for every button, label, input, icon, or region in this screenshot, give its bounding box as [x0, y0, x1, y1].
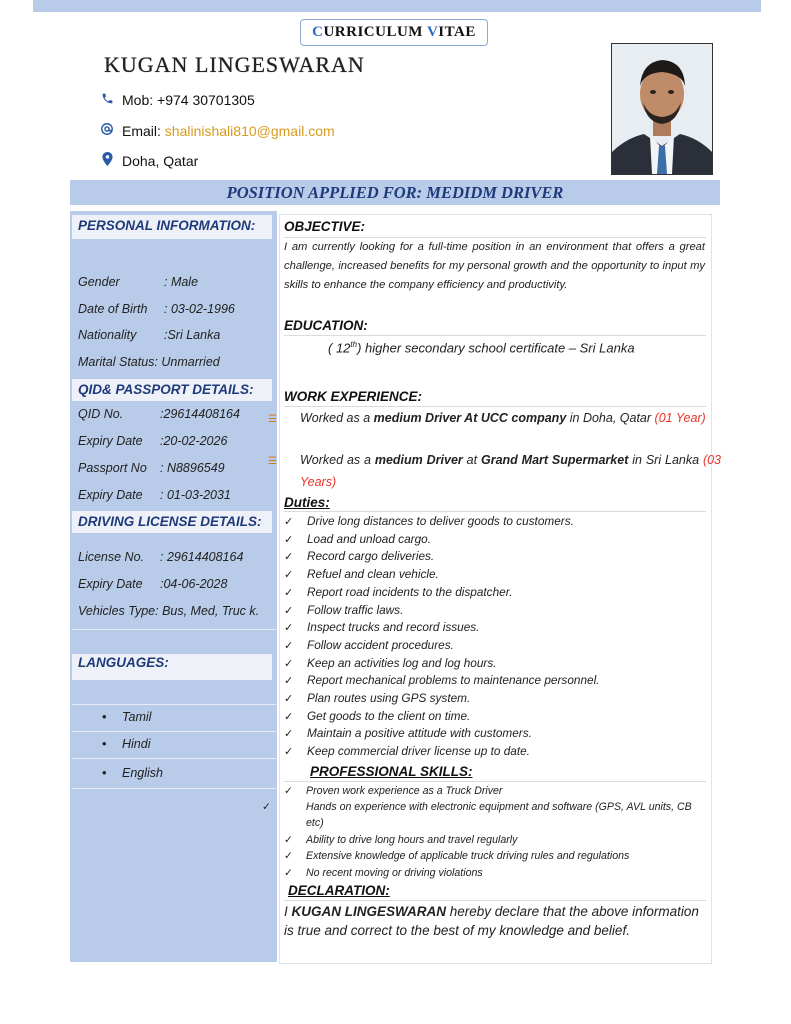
contact-phone — [98, 92, 255, 108]
work-item — [268, 408, 721, 430]
work-text: in Doha, Qatar — [566, 411, 655, 425]
phone-icon — [98, 92, 116, 108]
declaration-name: KUGAN LINGESWARAN — [291, 904, 447, 919]
duty-item: ✓ Inspect trucks and record issues. — [284, 620, 479, 634]
dob-value: : 03-02-1996 — [164, 302, 235, 316]
qid-expiry-label: Expiry Date — [78, 434, 143, 448]
marital-label: Marital Status — [78, 355, 155, 369]
vehicle-type-label: Vehicles Type — [78, 604, 156, 618]
language-item: • English — [102, 765, 163, 780]
work-text: Worked as a — [300, 453, 375, 467]
qid-row — [78, 407, 240, 421]
gender-row — [78, 275, 198, 289]
nationality-value: :Sri Lanka — [164, 328, 221, 342]
professional-skills-heading: PROFESSIONAL SKILLS: — [310, 764, 473, 779]
dob-label: Date of Birth — [78, 302, 148, 316]
passport-no-label: Passport No — [78, 461, 147, 475]
skill-item: ✓ Ability to drive long hours and travel regularly — [284, 832, 704, 848]
section-rule — [284, 900, 706, 901]
section-rule — [284, 511, 706, 512]
work-item — [268, 450, 722, 492]
passport-expiry-row — [78, 488, 231, 502]
cv-title-part: ITAE — [438, 24, 476, 40]
passport-no-value: : N8896549 — [160, 461, 225, 475]
duty-item: ✓ Report road incidents to the dispatcher. — [284, 585, 512, 599]
left-divider — [72, 731, 276, 732]
personal-info-heading: PERSONAL INFORMATION: — [72, 215, 272, 239]
duty-item: ✓ Load and unload cargo. — [284, 532, 431, 546]
phone-text: Mob: +974 30701305 — [122, 92, 255, 108]
location-text: Doha, Qatar — [122, 153, 199, 169]
marital-row — [78, 355, 220, 369]
location-pin-icon — [98, 152, 116, 169]
top-accent-bar — [33, 0, 761, 12]
contact-email — [98, 122, 335, 139]
education-post: ) higher secondary school certificate – Sri Lanka — [357, 340, 635, 356]
section-rule — [284, 406, 706, 407]
passport-no-row — [78, 461, 225, 475]
objective-heading: OBJECTIVE: — [284, 219, 366, 234]
duty-item: ✓ Drive long distances to deliver goods to customers. — [284, 514, 574, 528]
work-duration: (01 Year) — [654, 411, 706, 425]
work-experience-heading: WORK EXPERIENCE: — [284, 389, 423, 404]
education-pre: ( 12 — [328, 340, 351, 356]
work-employer: Grand Mart Supermarket — [480, 453, 629, 467]
left-divider — [72, 758, 276, 759]
position-applied-banner: POSITION APPLIED FOR: MEDIDM DRIVER — [70, 180, 720, 205]
dob-row — [78, 302, 235, 316]
passport-expiry-value: : 01-03-2031 — [160, 488, 231, 502]
work-text: at — [462, 453, 481, 467]
license-no-label: License No. — [78, 550, 145, 564]
skill-item: ✓ No recent moving or driving violations — [284, 865, 704, 881]
email-link[interactable]: shalinishali810@gmail.com — [164, 123, 335, 139]
skill-item: ✓ Hands on experience with electronic equipment and software (GPS, AVL units, CB etc) — [284, 799, 704, 831]
section-rule — [284, 781, 706, 782]
left-divider — [72, 629, 276, 630]
duty-item: ✓ Get goods to the client on time. — [284, 709, 470, 723]
profile-photo — [611, 43, 713, 175]
email-icon — [98, 122, 116, 139]
vehicle-type-row — [78, 604, 259, 618]
work-role: medium Driver — [374, 453, 463, 467]
passport-expiry-label: Expiry Date — [78, 488, 143, 502]
work-text: in Sri Lanka — [628, 453, 703, 467]
marital-value: : Unmarried — [154, 355, 220, 369]
vehicle-type-value: : Bus, Med, Truc k. — [155, 604, 260, 618]
declaration-heading: DECLARATION: — [288, 883, 390, 898]
skill-item: ✓ Proven work experience as a Truck Driver — [284, 783, 704, 799]
duties-heading: Duties: — [284, 495, 330, 510]
duty-item: ✓ Refuel and clean vehicle. — [284, 567, 439, 581]
education-entry — [328, 340, 635, 355]
contact-location — [98, 152, 198, 169]
duty-item: ✓ Keep commercial driver license up to date. — [284, 744, 530, 758]
education-heading: EDUCATION: — [284, 318, 368, 333]
language-item: • Tamil — [102, 709, 151, 724]
email-label: Email: — [122, 123, 165, 139]
duty-item: ✓ Follow accident procedures. — [284, 638, 454, 652]
duty-item: ✓ Follow traffic laws. — [284, 603, 403, 617]
duty-item: ✓ Record cargo deliveries. — [284, 549, 434, 563]
declaration-text — [284, 902, 702, 940]
language-item: • Hindi — [102, 736, 151, 751]
cv-title-part: URRICULUM — [323, 24, 427, 40]
skill-item: ✓ Extensive knowledge of applicable truck driving rules and regulations — [284, 848, 704, 864]
candidate-name: KUGAN LINGESWARAN — [104, 52, 365, 77]
license-heading: DRIVING LICENSE DETAILS: — [72, 511, 272, 533]
nationality-label: Nationality — [78, 328, 137, 342]
license-no-row — [78, 550, 243, 564]
qid-value: :29614408164 — [160, 407, 240, 421]
cv-title-initial-v: V — [426, 24, 439, 40]
qid-expiry-row — [78, 434, 227, 448]
work-role: medium Driver At UCC company — [373, 411, 567, 425]
objective-text: I am currently looking for a full-time position in an environment that offers a great challenge, increased benefits for my personal growth and the opportunity to input my skills to enhance the company efficiency and productivity. — [284, 241, 705, 291]
work-bullet-icon: ☰ — [268, 456, 277, 467]
education-sup: th — [350, 340, 358, 349]
license-expiry-value: :04-06-2028 — [160, 577, 228, 591]
declaration-pre: I — [284, 904, 292, 919]
work-text: Worked as a — [300, 411, 374, 425]
duty-item: ✓ Report mechanical problems to maintenance personnel. — [284, 673, 599, 687]
duty-item: ✓ Plan routes using GPS system. — [284, 691, 470, 705]
left-divider — [72, 788, 276, 789]
left-divider — [72, 704, 276, 705]
license-expiry-label: Expiry Date — [78, 577, 143, 591]
qid-expiry-value: :20-02-2026 — [160, 434, 228, 448]
cv-title-initial-c: C — [312, 24, 324, 40]
languages-heading: LANGUAGES: — [72, 654, 272, 680]
nationality-row — [78, 328, 220, 342]
qid-label: QID No. — [78, 407, 124, 421]
section-rule — [284, 335, 706, 336]
duty-item: ✓ Maintain a positive attitude with customers. — [284, 726, 532, 740]
passport-heading: QID& PASSPORT DETAILS: — [72, 379, 272, 401]
license-no-value: : 29614408164 — [160, 550, 244, 564]
gender-value: : Male — [164, 275, 199, 289]
duty-item: ✓ Keep an activities log and log hours. — [284, 656, 497, 670]
license-expiry-row — [78, 577, 227, 591]
gender-label: Gender — [78, 275, 120, 289]
declaration-post: hereby declare that the above information is true and correct to the best of my knowledge and belief. — [284, 904, 699, 938]
work-duration: (03 Years) — [300, 453, 722, 489]
cv-title-box — [300, 19, 488, 46]
work-bullet-icon: ☰ — [268, 414, 277, 425]
